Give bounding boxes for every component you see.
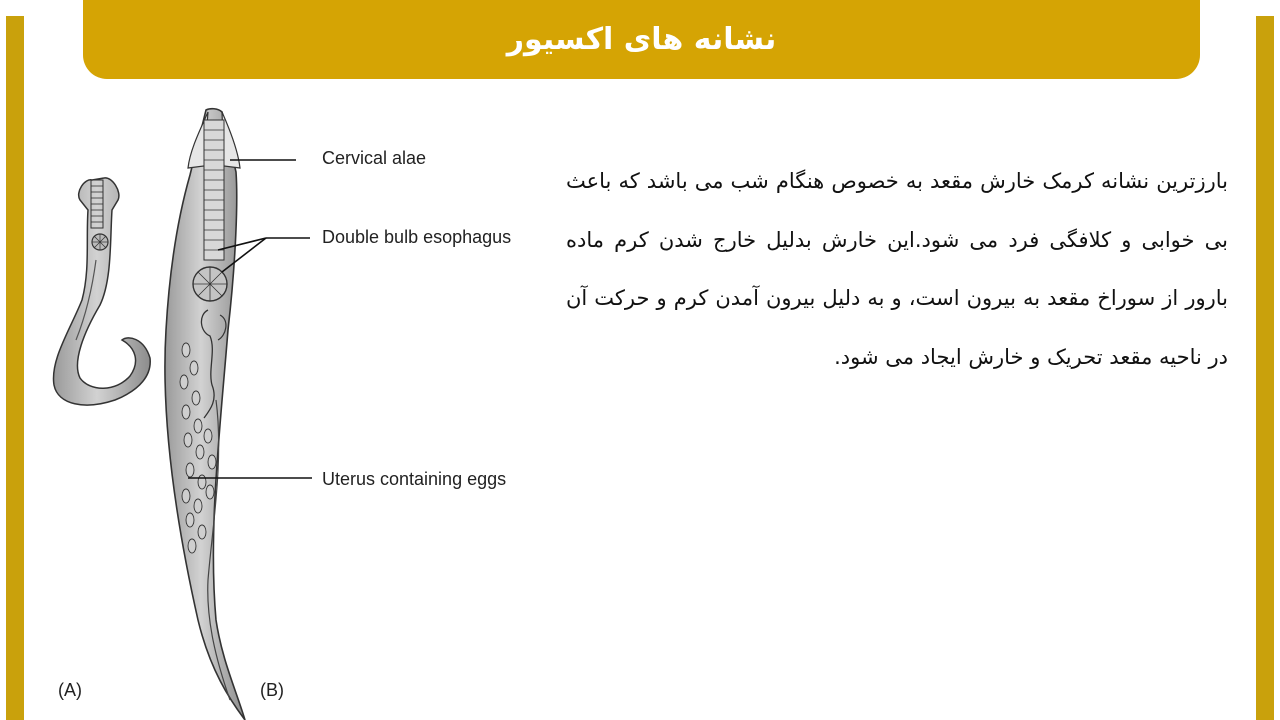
left-accent-bar <box>6 16 24 720</box>
slide-body-text: بارزترین نشانه کرمک خارش مقعد به خصوص هنگام شب می باشد که باعث بی خوابی و کلافگی فرد می شود.این خارش بدلیل خارج شدن کرم ماده بارور از سوراخ مقعد به بیرون است، و به دلیل بیرون آمدن کرم و حرکت آن در ناحیه مقعد تحریک و خارش ایجاد می شود. <box>566 169 1228 369</box>
label-double-bulb-esophagus: Double bulb esophagus <box>322 227 512 247</box>
worm-a-illustration <box>53 178 150 405</box>
label-uterus-containing-eggs: Uterus containing eggs <box>322 469 507 489</box>
label-panel-a: (A) <box>58 680 82 700</box>
title-banner <box>83 0 1200 79</box>
label-cervical-alae: Cervical alae <box>322 148 427 168</box>
label-panel-b: (B) <box>260 680 284 700</box>
worm-b-illustration <box>165 109 245 720</box>
right-accent-bar <box>1256 16 1274 720</box>
pinworm-diagram <box>40 100 550 720</box>
slide-title: نشانه های اکسیور <box>506 22 777 57</box>
